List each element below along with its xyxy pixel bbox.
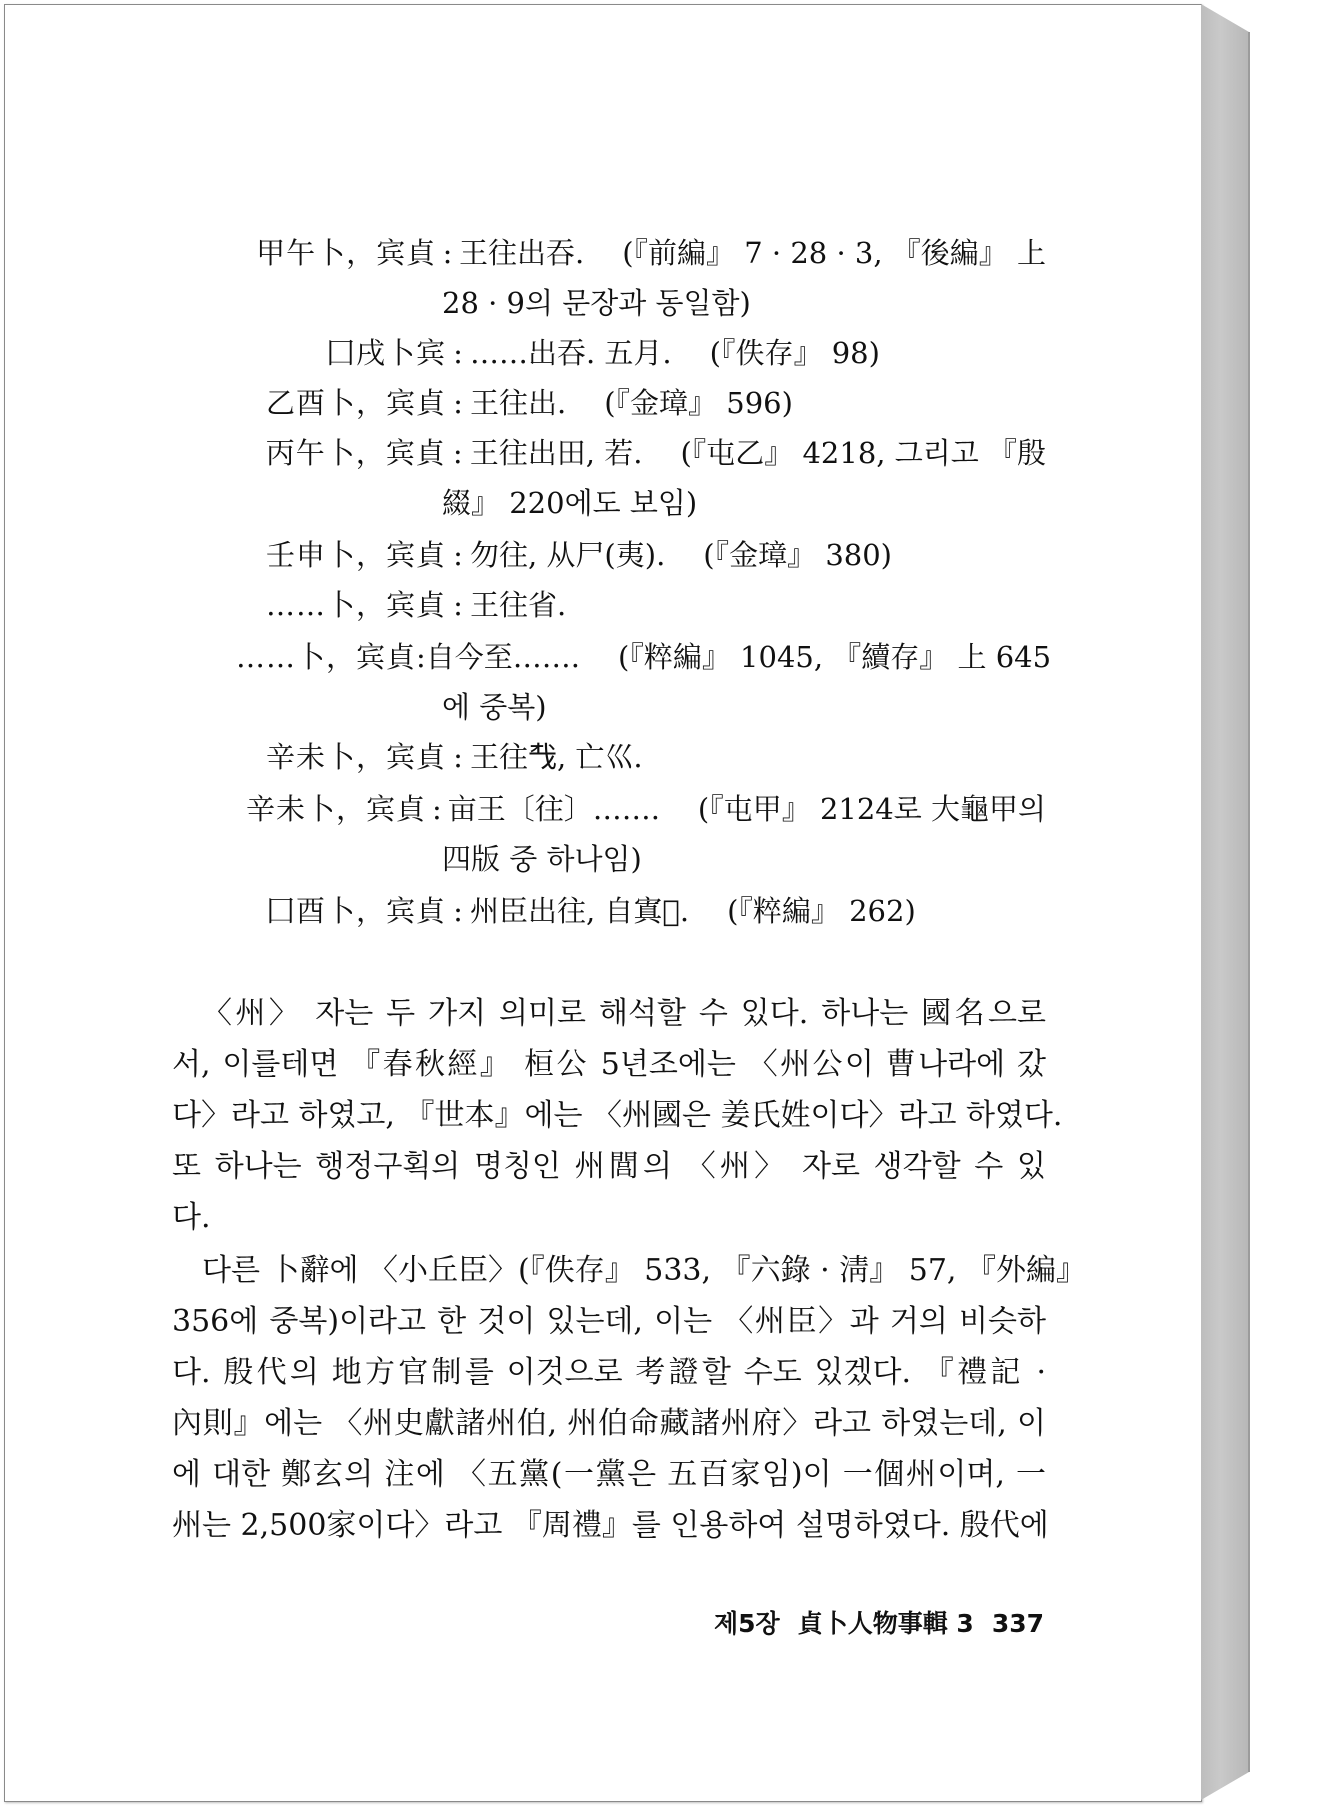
entry-text: 王往出吞. xyxy=(458,236,585,270)
entry-lead: 乙酉卜，宾貞 xyxy=(265,386,446,420)
entry-text: 王往出. xyxy=(470,386,567,420)
paragraph-line: 州는 2,500家이다〉라고 『周禮』를 인용하여 설명하였다. 殷代에 xyxy=(172,1508,1049,1543)
entry-text: 亩王〔往〕……. xyxy=(447,792,660,826)
entry-continuation: 四版 중 하나임) xyxy=(442,842,642,876)
entry-citation: (『屯甲』 2124로 大龜甲의 xyxy=(697,792,1046,826)
entry-citation: (『前編』 7 · 28 · 3, 『後編』 上 xyxy=(622,236,1046,270)
inscription-entry: 囗酉卜，宾貞 : 州臣出往, 自寘𡧊. (『粹編』 262) xyxy=(236,886,1046,936)
body-paragraph xyxy=(172,1245,1086,1551)
paragraph-line: 356에 중복)이라고 한 것이 있는데, 이는 〈州臣〉과 거의 비슷하 xyxy=(172,1304,1046,1339)
entry-citation: (『屯乙』 4218, 그리고 『殷 xyxy=(680,436,1046,470)
paragraph-line: 서, 이를테면 『春秋經』 桓公 5년조에는 〈州公이 曹나라에 갔 xyxy=(172,1047,1046,1082)
entry-text: 王往𢦔, 亡巛. xyxy=(470,740,643,774)
entry-text: 勿往, 从尸(夷). xyxy=(470,538,666,572)
entry-citation: (『佚存』 98) xyxy=(709,336,880,370)
entry-continuation: 綴』 220에도 보임) xyxy=(442,486,698,520)
paragraph-line: 內則』에는 〈州史獻諸州伯, 州伯命藏諸州府〉라고 하였는데, 이 xyxy=(172,1406,1046,1441)
entry-text: 自今至……. xyxy=(425,640,581,674)
paragraph-line: 에 대한 鄭玄의 注에 〈五黨(一黨은 五百家임)이 一個州이며, 一 xyxy=(172,1457,1046,1492)
entry-citation: (『粹編』 1045, 『續存』 上 645 xyxy=(618,640,1052,674)
paragraph-line: 또 하나는 행정구획의 명칭인 州閭의 〈州〉 자로 생각할 수 있 xyxy=(172,1149,1046,1184)
paragraph-line: 다. 殷代의 地方官制를 이것으로 考證할 수도 있겠다. 『禮記 · xyxy=(172,1355,1046,1390)
paragraph-line: 다〉라고 하였고, 『世本』에는 〈州國은 姜氏姓이다〉라고 하였다. xyxy=(172,1098,1063,1133)
entry-citation: (『粹編』 262) xyxy=(727,894,916,928)
entry-lead: ……卜，宾貞 xyxy=(265,588,446,622)
entry-lead: 甲午卜，宾貞 xyxy=(256,236,437,270)
entry-text: 王往出田, 若. xyxy=(469,436,643,470)
paragraph-line: 〈州〉 자는 두 가지 의미로 해석할 수 있다. 하나는 國名으로 xyxy=(202,996,1046,1031)
inscription-entry: 乙酉卜，宾貞 : 王往出. (『金璋』 596) xyxy=(236,378,1046,428)
page-edge xyxy=(1201,4,1249,1800)
entry-lead: 辛未卜，宾貞 xyxy=(245,792,426,826)
page-number: 337 xyxy=(991,1609,1044,1638)
inscription-entry: 辛未卜，宾貞 : 王往𢦔, 亡巛. xyxy=(236,732,1046,782)
page-edge-line xyxy=(1248,32,1250,1772)
inscription-entry: ……卜，宾貞 : 自今至……. (『粹編』 1045, 『續存』 上 645 에 중복) xyxy=(236,632,1046,732)
paragraph-line: 다. xyxy=(172,1200,211,1235)
entry-text: ……出吞. 五月. xyxy=(470,336,672,370)
entry-citation: (『金璋』 380) xyxy=(703,538,892,572)
inscription-entry: 壬申卜，宾貞 : 勿往, 从尸(夷). (『金璋』 380) xyxy=(236,530,1046,580)
entry-continuation: 28 · 9의 문장과 동일함) xyxy=(442,286,751,320)
inscription-entry: 辛未卜，宾貞 : 亩王〔往〕……. (『屯甲』 2124로 大龜甲의 四版 중 하나임) xyxy=(236,784,1046,884)
entry-lead: ……卜，宾貞 xyxy=(236,640,417,674)
inscription-entry: ……卜，宾貞 : 王往省. xyxy=(236,580,1046,630)
inscription-entry: 甲午卜，宾貞 : 王往出吞. (『前編』 7 · 28 · 3, 『後編』 上 28 · 9의 문장과 동일함) xyxy=(236,228,1046,328)
paragraph-line: 다른 卜辭에 〈小丘臣〉(『佚存』 533, 『六錄 · 淸』 57, 『外編』 xyxy=(202,1253,1086,1288)
entry-lead: 辛未卜，宾貞 xyxy=(265,740,446,774)
body-paragraph xyxy=(172,988,1063,1243)
entry-text: 王往省. xyxy=(470,588,567,622)
entry-lead: 囗酉卜，宾貞 xyxy=(265,894,446,928)
entry-lead: 丙午卜，宾貞 xyxy=(265,436,446,470)
inscription-entry: 囗戌卜宾 : ……出吞. 五月. (『佚存』 98) xyxy=(236,328,1046,378)
inscription-entry: 丙午卜，宾貞 : 王往出田, 若. (『屯乙』 4218, 그리고 『殷 綴』 220에도 보임) xyxy=(236,428,1046,528)
chapter-label: 제5장 xyxy=(714,1609,780,1638)
entry-lead: 囗戌卜宾 xyxy=(325,336,446,370)
running-title: 貞卜人物事輯 3 xyxy=(797,1609,974,1638)
entry-lead: 壬申卜，宾貞 xyxy=(265,538,446,572)
entry-continuation: 에 중복) xyxy=(442,690,547,724)
page-footer xyxy=(714,1604,1044,1640)
entry-citation: (『金璋』 596) xyxy=(604,386,793,420)
entry-text: 州臣出往, 自寘𡧊. xyxy=(470,894,690,928)
